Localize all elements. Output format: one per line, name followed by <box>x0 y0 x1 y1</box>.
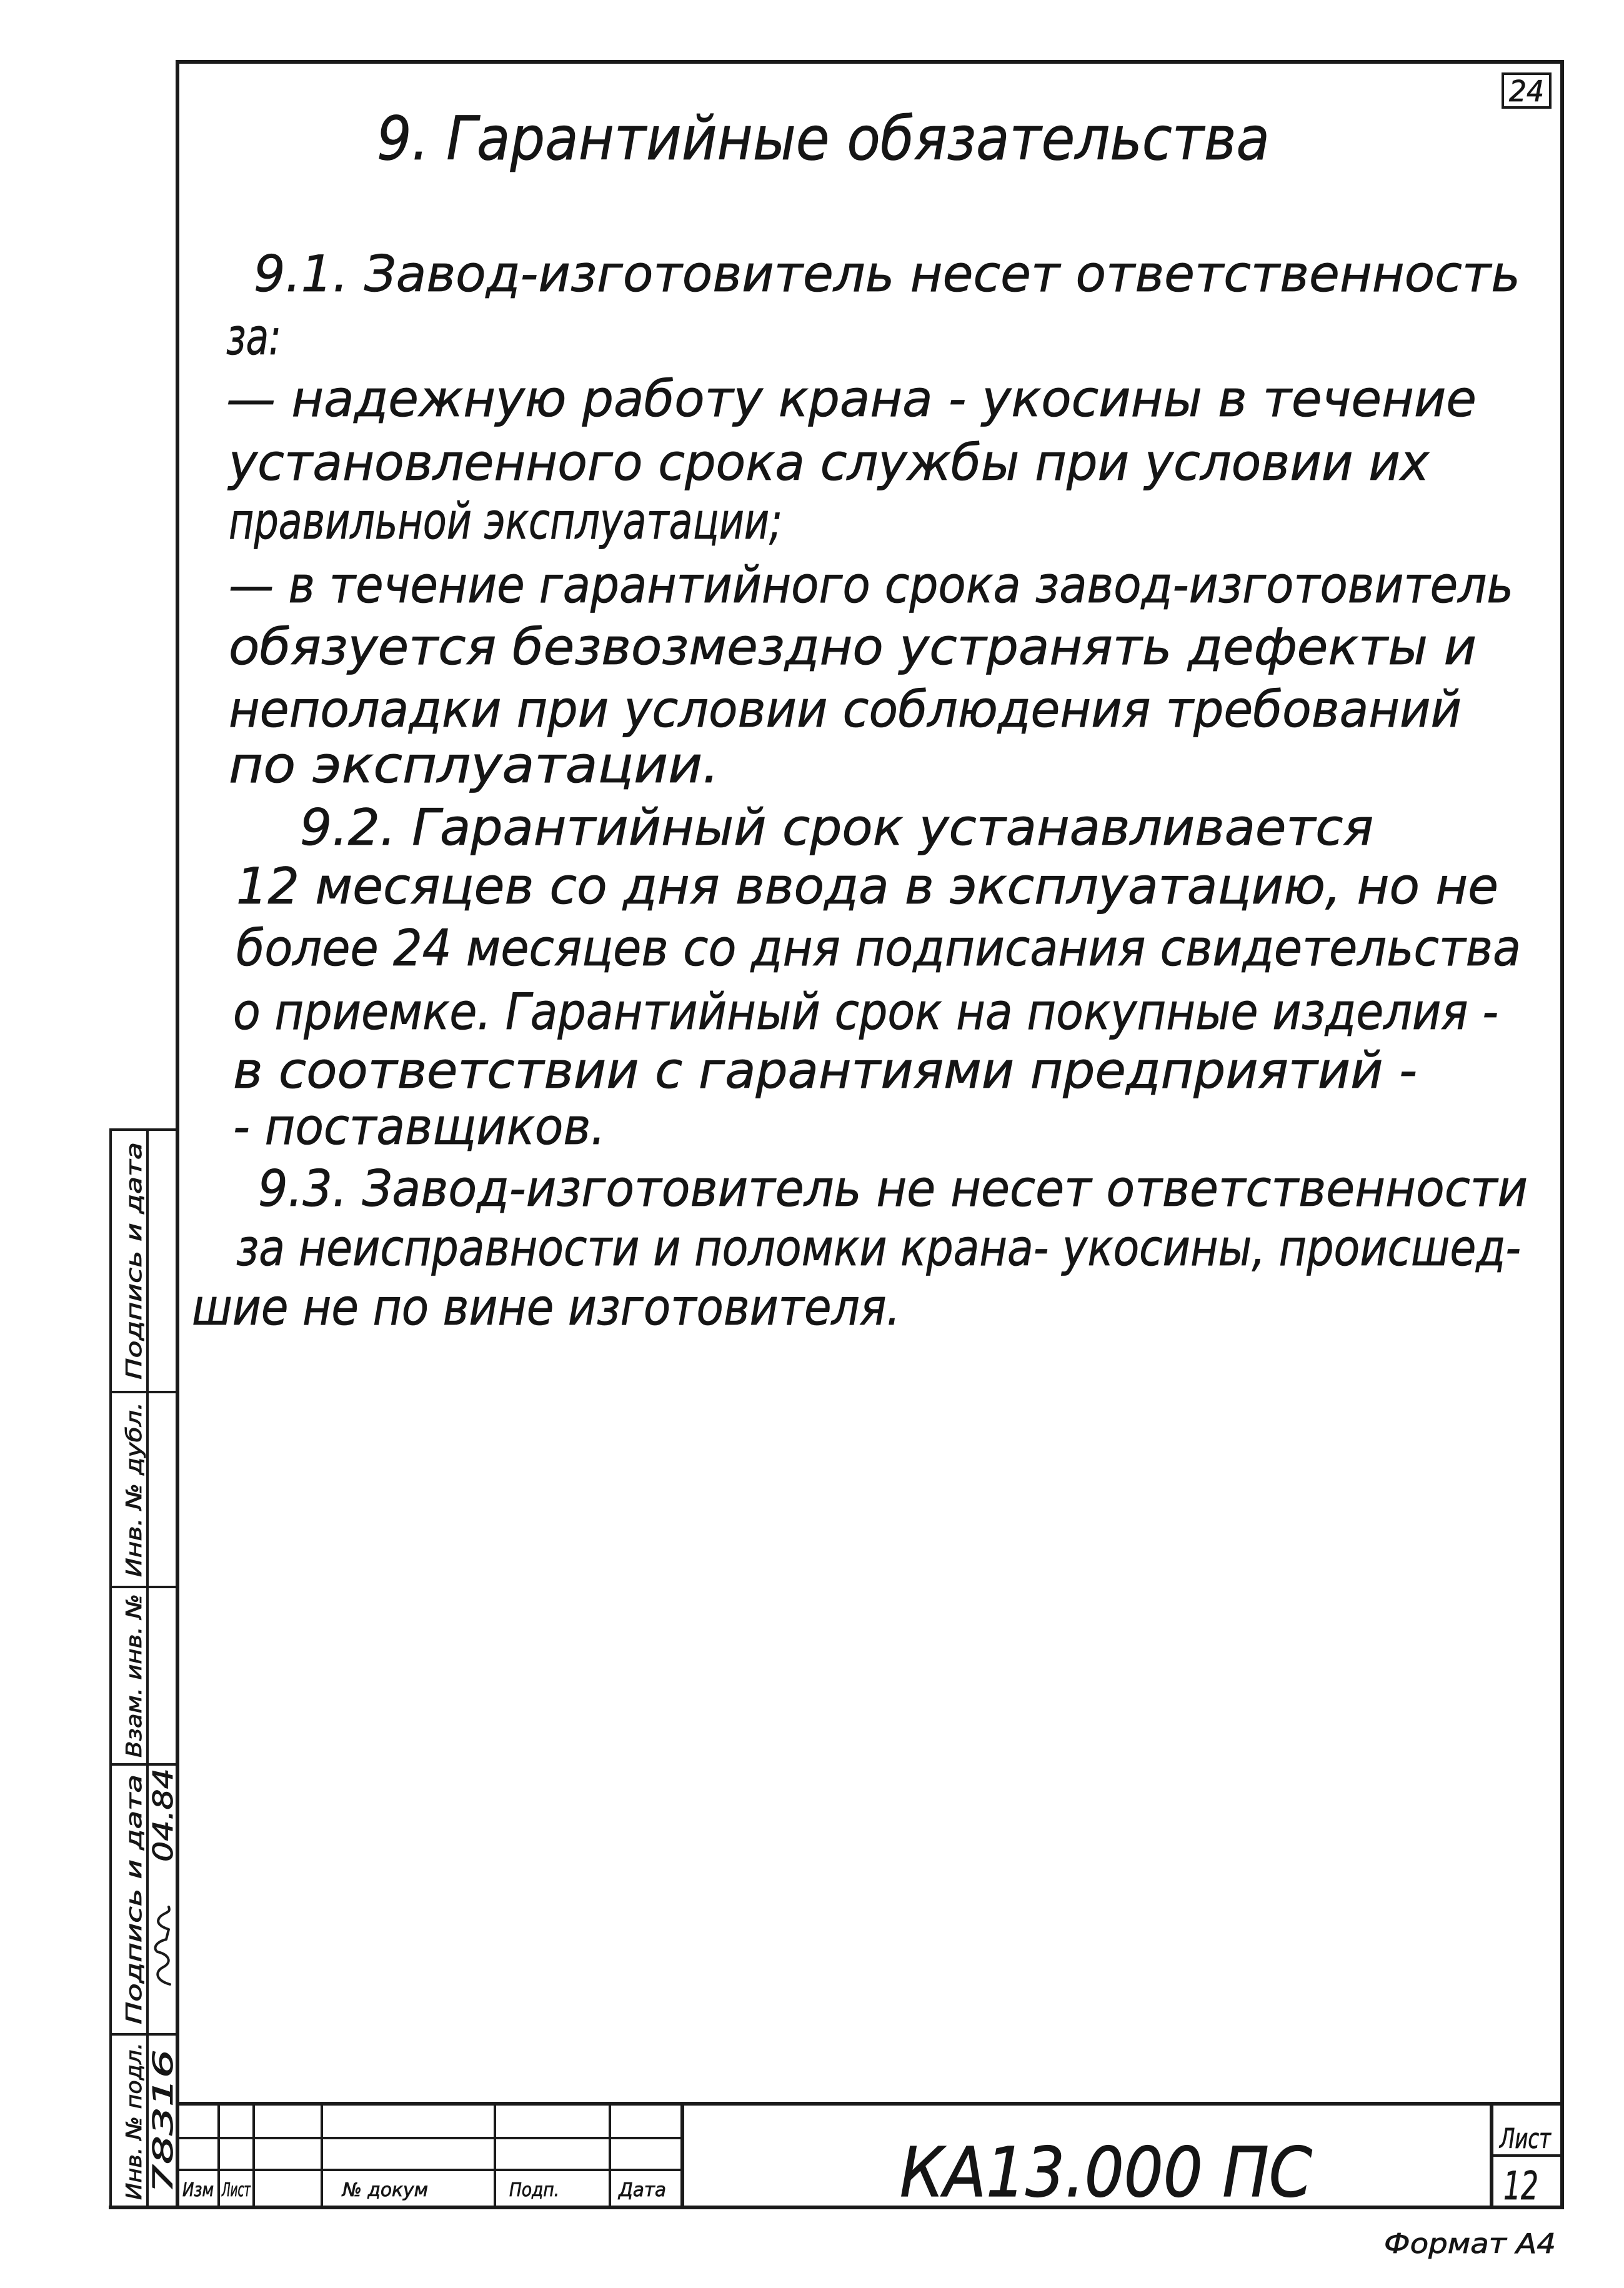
body-line: установленного срока службы при условии их <box>227 434 1430 492</box>
body-text <box>192 245 1528 1336</box>
body-line: о приемке. Гарантийный срок на покупные изделия - <box>233 983 1498 1041</box>
col-label-change: Изм <box>182 2179 214 2201</box>
side-label-dup-inv: Инв. № дубл. <box>122 1431 147 1577</box>
sheet-label: Лист <box>1498 2123 1552 2155</box>
signature-date: 04.84 <box>147 1783 179 1862</box>
body-line: более 24 месяцев со дня подписания свидетельства <box>236 919 1521 977</box>
side-label-signature-date: Подпись и дата <box>122 1848 147 2024</box>
body-line: обязуется безвозмездно устранять дефекты и <box>229 618 1477 676</box>
signature <box>155 1907 170 1984</box>
side-label-replace-inv: Взам. инв. № <box>122 1613 147 1758</box>
body-line: — в течение гарантийного срока завод-изготовитель <box>229 556 1513 614</box>
page-number: 24 <box>1509 74 1544 108</box>
page-number-box <box>1503 74 1550 108</box>
body-line: шие не по вине изготовителя. <box>192 1278 900 1336</box>
side-label-signature-date: Подпись и дата <box>122 1203 147 1380</box>
body-line: неполадки при условии соблюдения требований <box>229 680 1462 739</box>
body-line: правильной эксплуатации; <box>229 492 782 550</box>
body-line: по эксплуатации. <box>229 736 719 794</box>
body-line: — надежную работу крана - укосины в течение <box>226 370 1477 428</box>
format-note: Формат А4 <box>1384 2228 1556 2260</box>
side-stamp <box>111 1130 179 2207</box>
body-line: 9.1. Завод-изготовитель несет ответственность <box>254 245 1520 303</box>
body-line: за: <box>226 308 281 366</box>
body-line: за неисправности и поломки крана- укосины, происшед- <box>236 1219 1521 1277</box>
body-line: в соответствии с гарантиями предприятий - <box>233 1042 1417 1100</box>
col-label-sheet: Лист <box>221 2179 251 2201</box>
body-line: - поставщиков. <box>233 1098 605 1156</box>
title-block <box>177 2104 1562 2212</box>
col-label-date: Дата <box>617 2179 666 2201</box>
inventory-number: 78316 <box>147 2106 179 2193</box>
body-line: 9.3. Завод-изготовитель не несет ответственности <box>258 1160 1528 1218</box>
col-label-signature: Подп. <box>509 2179 559 2201</box>
document-designation: КА13.000 ПС <box>900 2132 1313 2212</box>
body-line: 12 месяцев со дня ввода в эксплуатацию, но не <box>236 857 1498 915</box>
sheet-number: 12 <box>1503 2163 1538 2209</box>
col-label-doc-number: № докум <box>341 2179 428 2201</box>
side-label-orig-inv: Инв. № подл. <box>122 2053 147 2200</box>
section-title: 9. Гарантийные обязательства <box>377 104 1270 174</box>
body-line: 9.2. Гарантийный срок устанавливается <box>300 798 1373 857</box>
